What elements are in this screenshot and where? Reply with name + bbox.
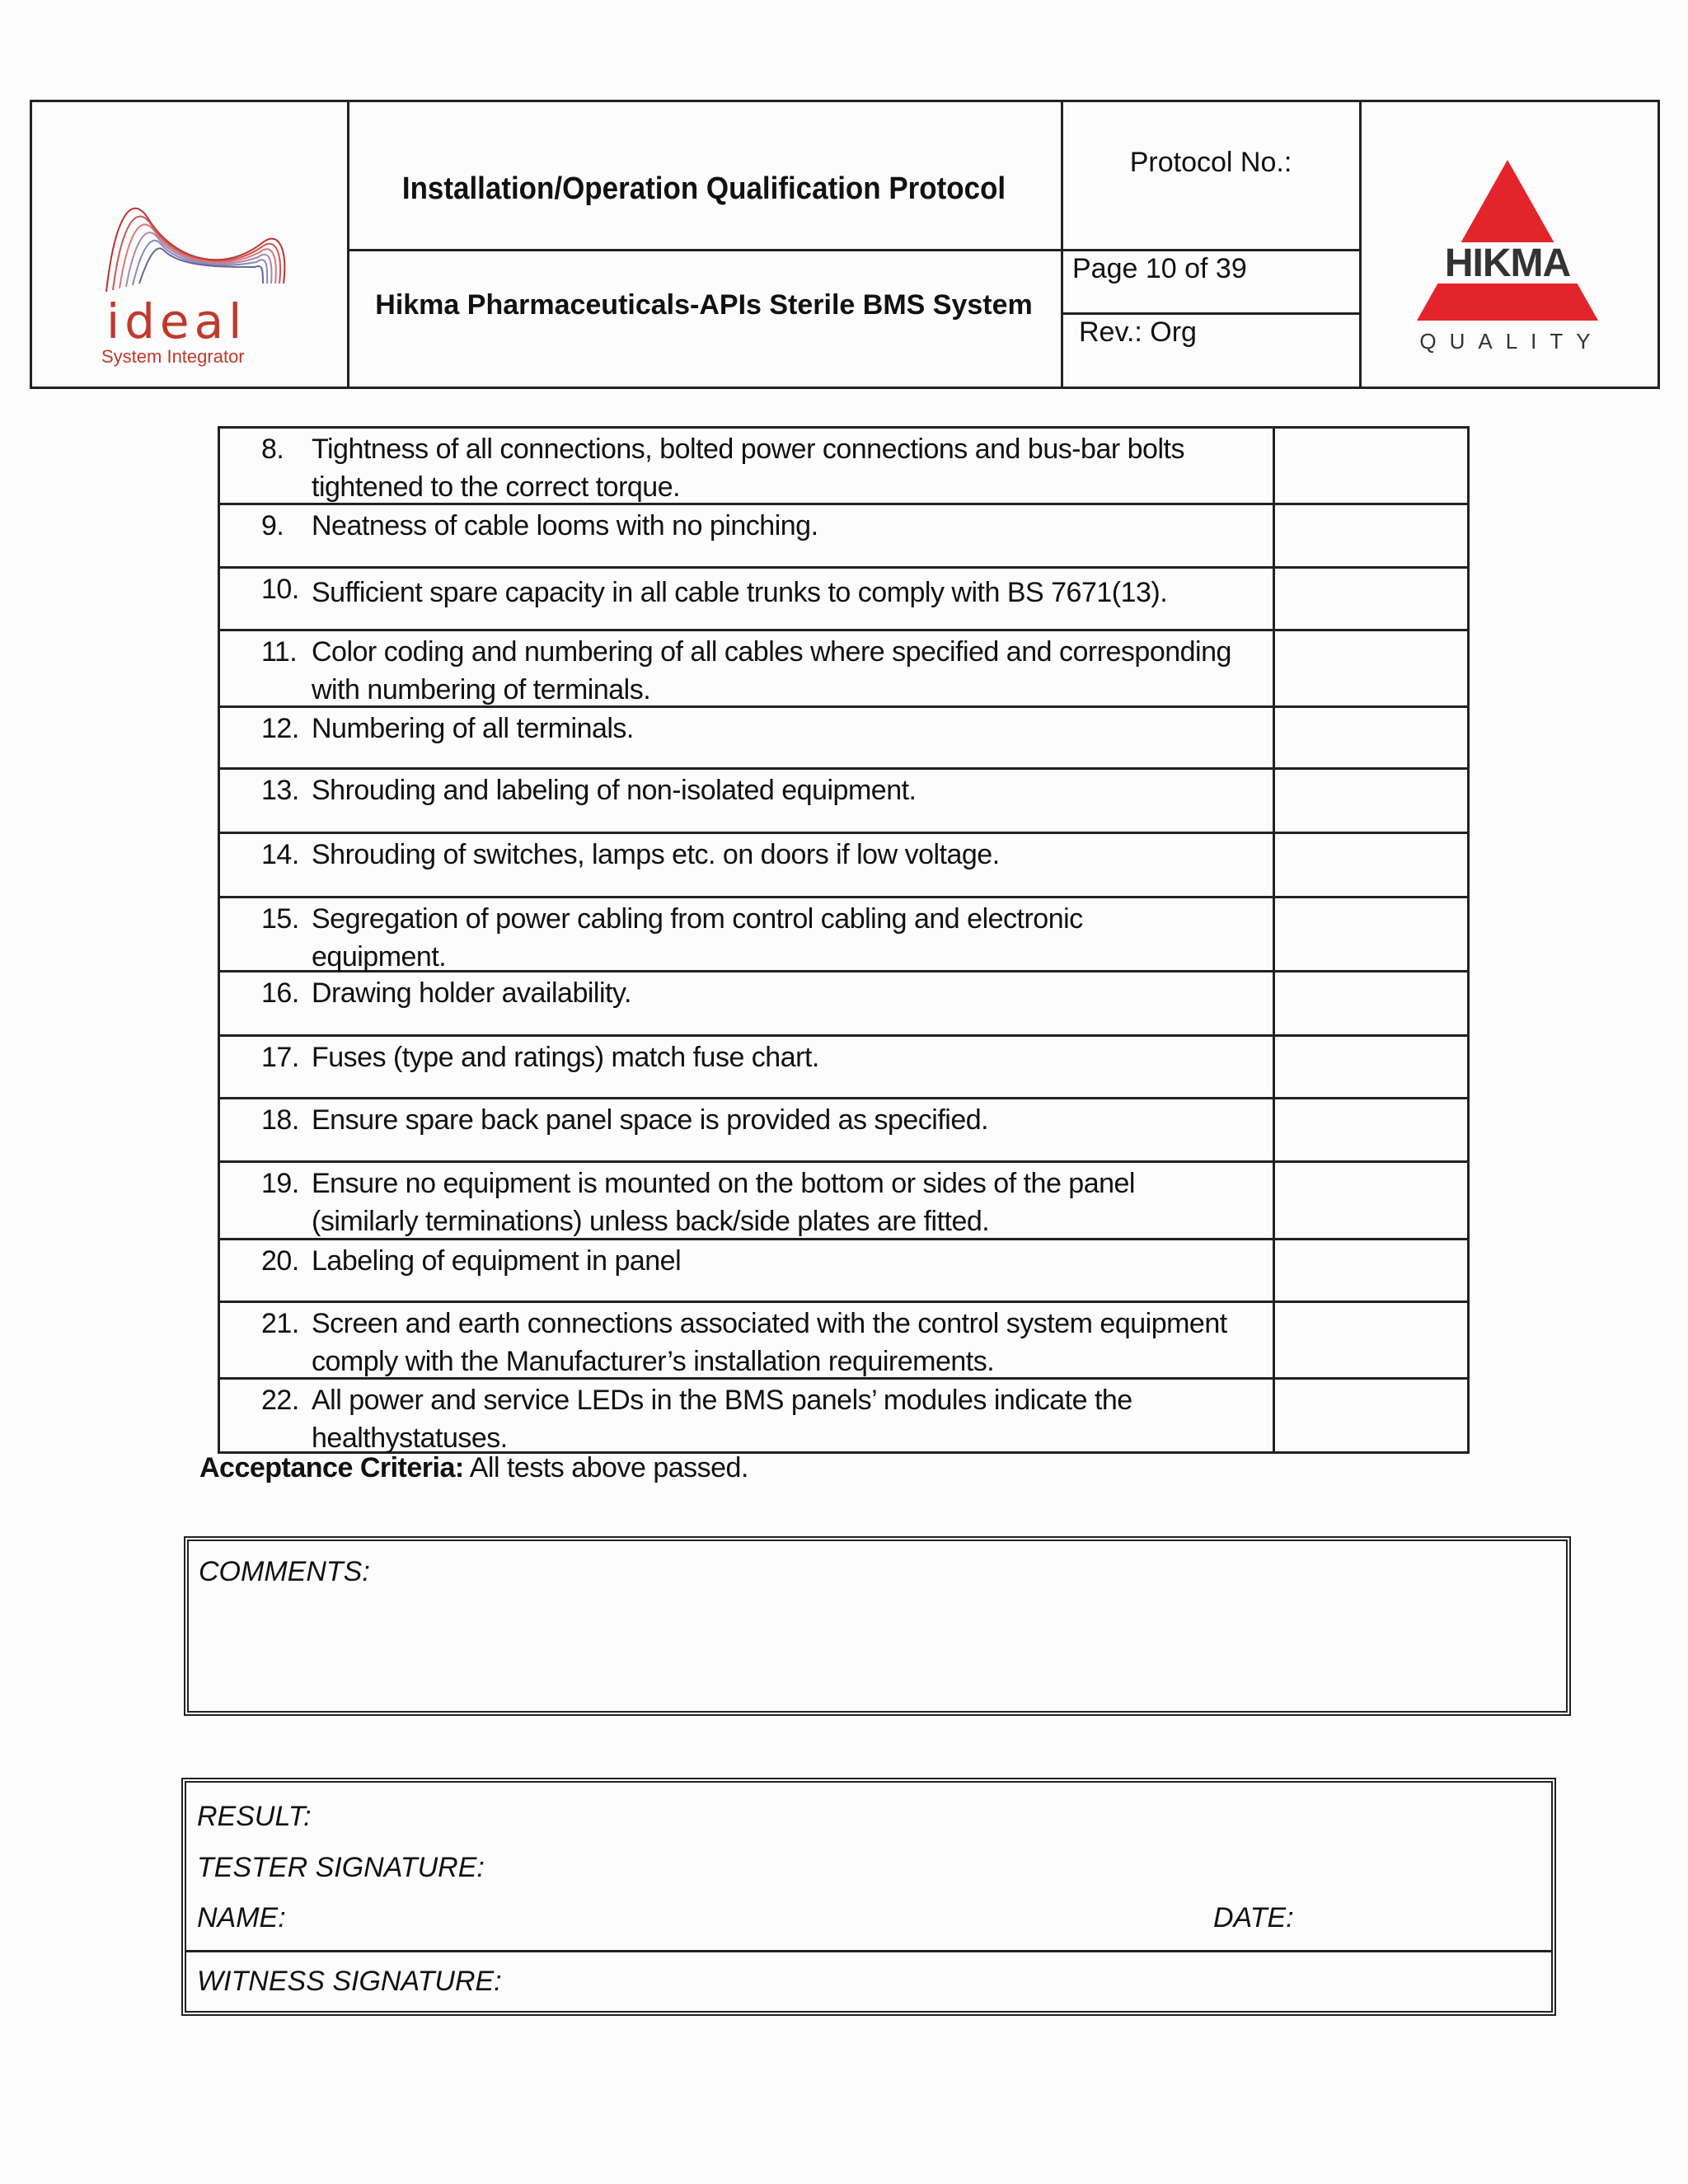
checklist-row [220,770,1467,834]
checklist-row [220,631,1467,708]
hikma-logo-name: HIKMA [1444,241,1571,285]
check-cell[interactable] [1273,834,1467,896]
item-number: 22. [261,1385,299,1416]
check-cell[interactable] [1273,429,1467,503]
check-cell[interactable] [1273,505,1467,566]
item-number: 18. [261,1104,299,1136]
item-number: 16. [261,977,299,1009]
checklist-row [220,1380,1467,1454]
checklist-row [220,429,1467,505]
page-number: Page 10 of 39 [1072,253,1247,284]
result-box [181,1778,1556,2016]
check-cell[interactable] [1273,898,1467,970]
hikma-logo-tagline: QUALITY [1419,329,1604,354]
checklist-row [220,1163,1467,1240]
item-number: 11. [261,636,298,668]
checklist-row [220,708,1467,770]
ideal-logo [90,185,304,366]
comments-box[interactable] [184,1536,1571,1716]
checklist-row [220,898,1467,972]
item-text: Segregation of power cabling from control cabling and electronic equipment. [312,903,1083,972]
check-cell[interactable] [1273,1163,1467,1238]
item-text: Tightness of all connections, bolted power connections and bus-bar bolts tightened to the correct torque. [312,434,1184,503]
tester-signature-label: TESTER SIGNATURE: [197,1852,485,1883]
checklist-row [220,834,1467,898]
item-number: 14. [261,839,299,870]
item-text: Sufficient spare capacity in all cable trunks to comply with BS 7671(13). [312,577,1168,608]
check-cell[interactable] [1273,1037,1467,1097]
item-number: 8. [261,434,284,465]
result-divider [186,1950,1551,1952]
document-header [30,100,1660,389]
check-cell[interactable] [1273,631,1467,705]
document-subtitle: Hikma Pharmaceuticals-APIs Sterile BMS System [375,289,1033,321]
check-cell[interactable] [1273,1380,1467,1451]
item-number: 13. [261,775,299,806]
checklist-table [218,426,1470,1454]
check-cell[interactable] [1273,1099,1467,1160]
check-cell[interactable] [1273,1240,1467,1301]
date-label: DATE: [1213,1902,1294,1933]
ideal-logo-name: ideal [106,293,247,349]
protocol-number-label: Protocol No.: [1129,147,1292,178]
item-text: Screen and earth connections associated with the control system equipment comply with the Manufacturer’s installation requirements. [312,1308,1227,1377]
check-cell[interactable] [1273,708,1467,767]
checklist-row [220,1099,1467,1163]
checklist-row [220,505,1467,569]
item-text: Drawing holder availability. [312,977,631,1009]
hikma-logo [1400,160,1615,358]
ideal-wave-graphic [98,185,296,300]
item-text: Neatness of cable looms with no pinching. [312,510,818,541]
item-text: Numbering of all terminals. [312,713,634,744]
check-cell[interactable] [1273,569,1467,629]
item-text: Shrouding and labeling of non-isolated equipment. [312,775,917,806]
check-cell[interactable] [1273,770,1467,832]
document-title: Installation/Operation Qualification Protocol [401,171,1006,206]
item-number: 12. [261,713,299,744]
checklist-row [220,972,1467,1037]
checklist-row [220,1037,1467,1099]
name-label: NAME: [197,1902,286,1933]
acceptance-text: All tests above passed. [463,1452,748,1483]
item-number: 21. [261,1308,299,1339]
item-number: 10. [261,574,299,605]
item-text: Labeling of equipment in panel [312,1245,682,1277]
checklist-row [220,1303,1467,1380]
witness-signature-label: WITNESS SIGNATURE: [197,1966,502,1997]
item-number: 17. [261,1042,299,1073]
acceptance-label: Acceptance Criteria: [199,1452,464,1483]
item-text: Fuses (type and ratings) match fuse chart. [312,1042,819,1073]
acceptance-criteria [199,1452,748,1484]
item-text: Shrouding of switches, lamps etc. on doors if low voltage. [312,839,1000,870]
item-number: 15. [261,903,299,935]
check-cell[interactable] [1273,972,1467,1034]
check-cell[interactable] [1273,1303,1467,1377]
item-text: Color coding and numbering of all cables where specified and corresponding with numbering of terminals. [312,636,1231,705]
item-number: 19. [261,1168,299,1199]
checklist-row [220,1240,1467,1303]
item-text: All power and service LEDs in the BMS panels’ modules indicate the healthystatuses. [312,1385,1132,1454]
ideal-logo-tagline: System Integrator [101,346,245,367]
item-text: Ensure spare back panel space is provided as specified. [312,1104,989,1136]
checklist-row [220,569,1467,631]
item-text: Ensure no equipment is mounted on the bottom or sides of the panel (similarly terminations) unless back/side plates are fitted. [312,1168,1135,1237]
item-number: 9. [261,510,284,541]
item-number: 20. [261,1245,299,1277]
result-label: RESULT: [197,1801,312,1832]
comments-label: COMMENTS: [199,1556,370,1587]
revision-label: Rev.: Org [1079,316,1197,348]
